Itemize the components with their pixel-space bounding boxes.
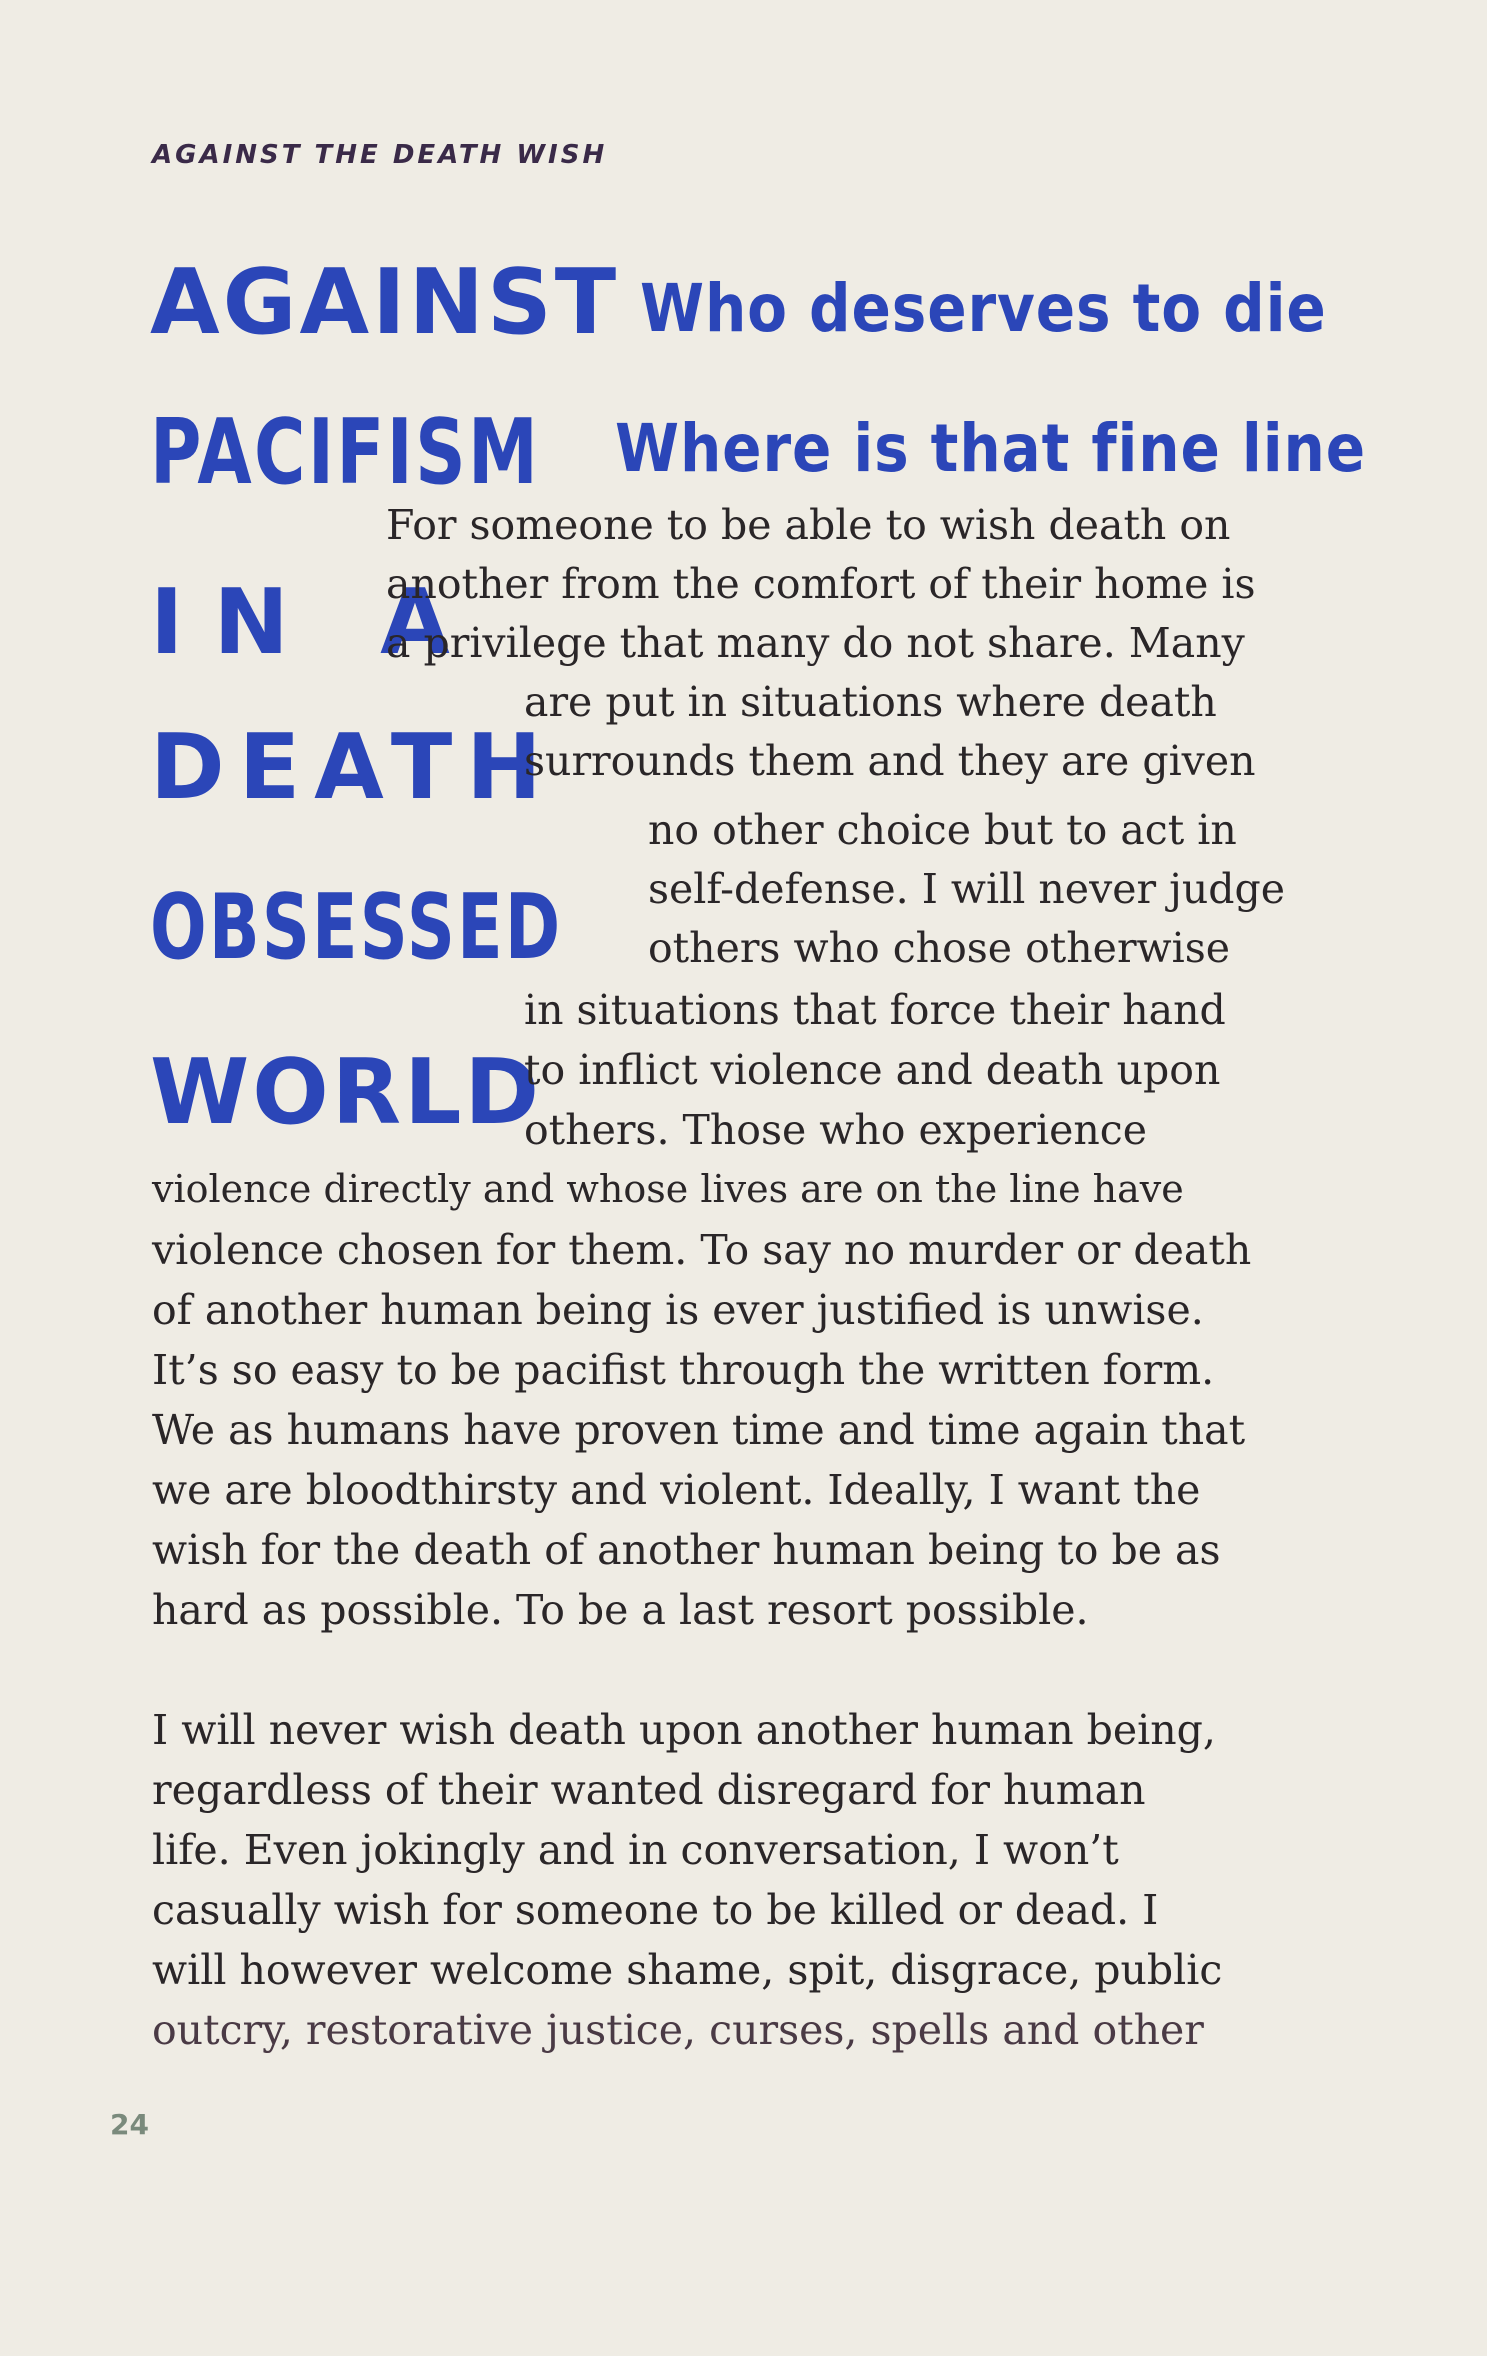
body-line: We as humans have proven time and time again that [152,1406,1246,1454]
body-line: For someone to be able to wish death on [386,501,1231,549]
body-line: no other choice but to act in [648,806,1237,854]
body-line: in situations that force their hand [524,986,1226,1034]
title-line: OBSESSED [150,875,563,980]
body-line: are put in situations where death [524,678,1217,726]
body-line: of another human being is ever justified is unwise. [152,1286,1204,1334]
body-line: outcry, restorative justice, curses, spells and other [152,2006,1204,2054]
body-line: casually wish for someone to be killed or dead. I [152,1886,1159,1934]
title-line: IN A [150,570,480,675]
body-line: It’s so easy to be pacifist through the written form. [152,1346,1215,1394]
question-line: Where is that fine line [615,410,1366,487]
body-line: others. Those who experience [524,1106,1148,1154]
body-line: I will never wish death upon another human being, [152,1706,1216,1754]
body-line: a privilege that many do not share. Many [386,619,1245,667]
body-line: to inflict violence and death upon [524,1046,1221,1094]
page-number: 24 [110,2108,149,2141]
question-line: Who deserves to die [640,270,1327,347]
body-line: others who chose otherwise [648,924,1231,972]
title-line: WORLD [150,1040,543,1145]
body-line: regardless of their wanted disregard for human [152,1766,1146,1814]
title-line: DEATH [150,715,556,820]
body-line: self-defense. I will never judge [648,865,1286,913]
body-line: will however welcome shame, spit, disgrace, public [152,1946,1223,1994]
running-head: AGAINST THE DEATH WISH [152,140,608,170]
body-line: violence chosen for them. To say no murder or death [152,1226,1252,1274]
title-line: AGAINST [150,250,620,355]
body-line: we are bloodthirsty and violent. Ideally, I want the [152,1466,1201,1514]
body-line: wish for the death of another human being to be as [152,1526,1221,1574]
body-line: surrounds them and they are given [524,737,1256,785]
body-line: hard as possible. To be a last resort possible. [152,1586,1089,1634]
title-line: PACIFISM [150,400,541,505]
body-line: another from the comfort of their home is [386,560,1256,608]
body-line: life. Even jokingly and in conversation, I won’t [152,1826,1119,1874]
body-line: violence directly and whose lives are on the line have [152,1167,1184,1211]
